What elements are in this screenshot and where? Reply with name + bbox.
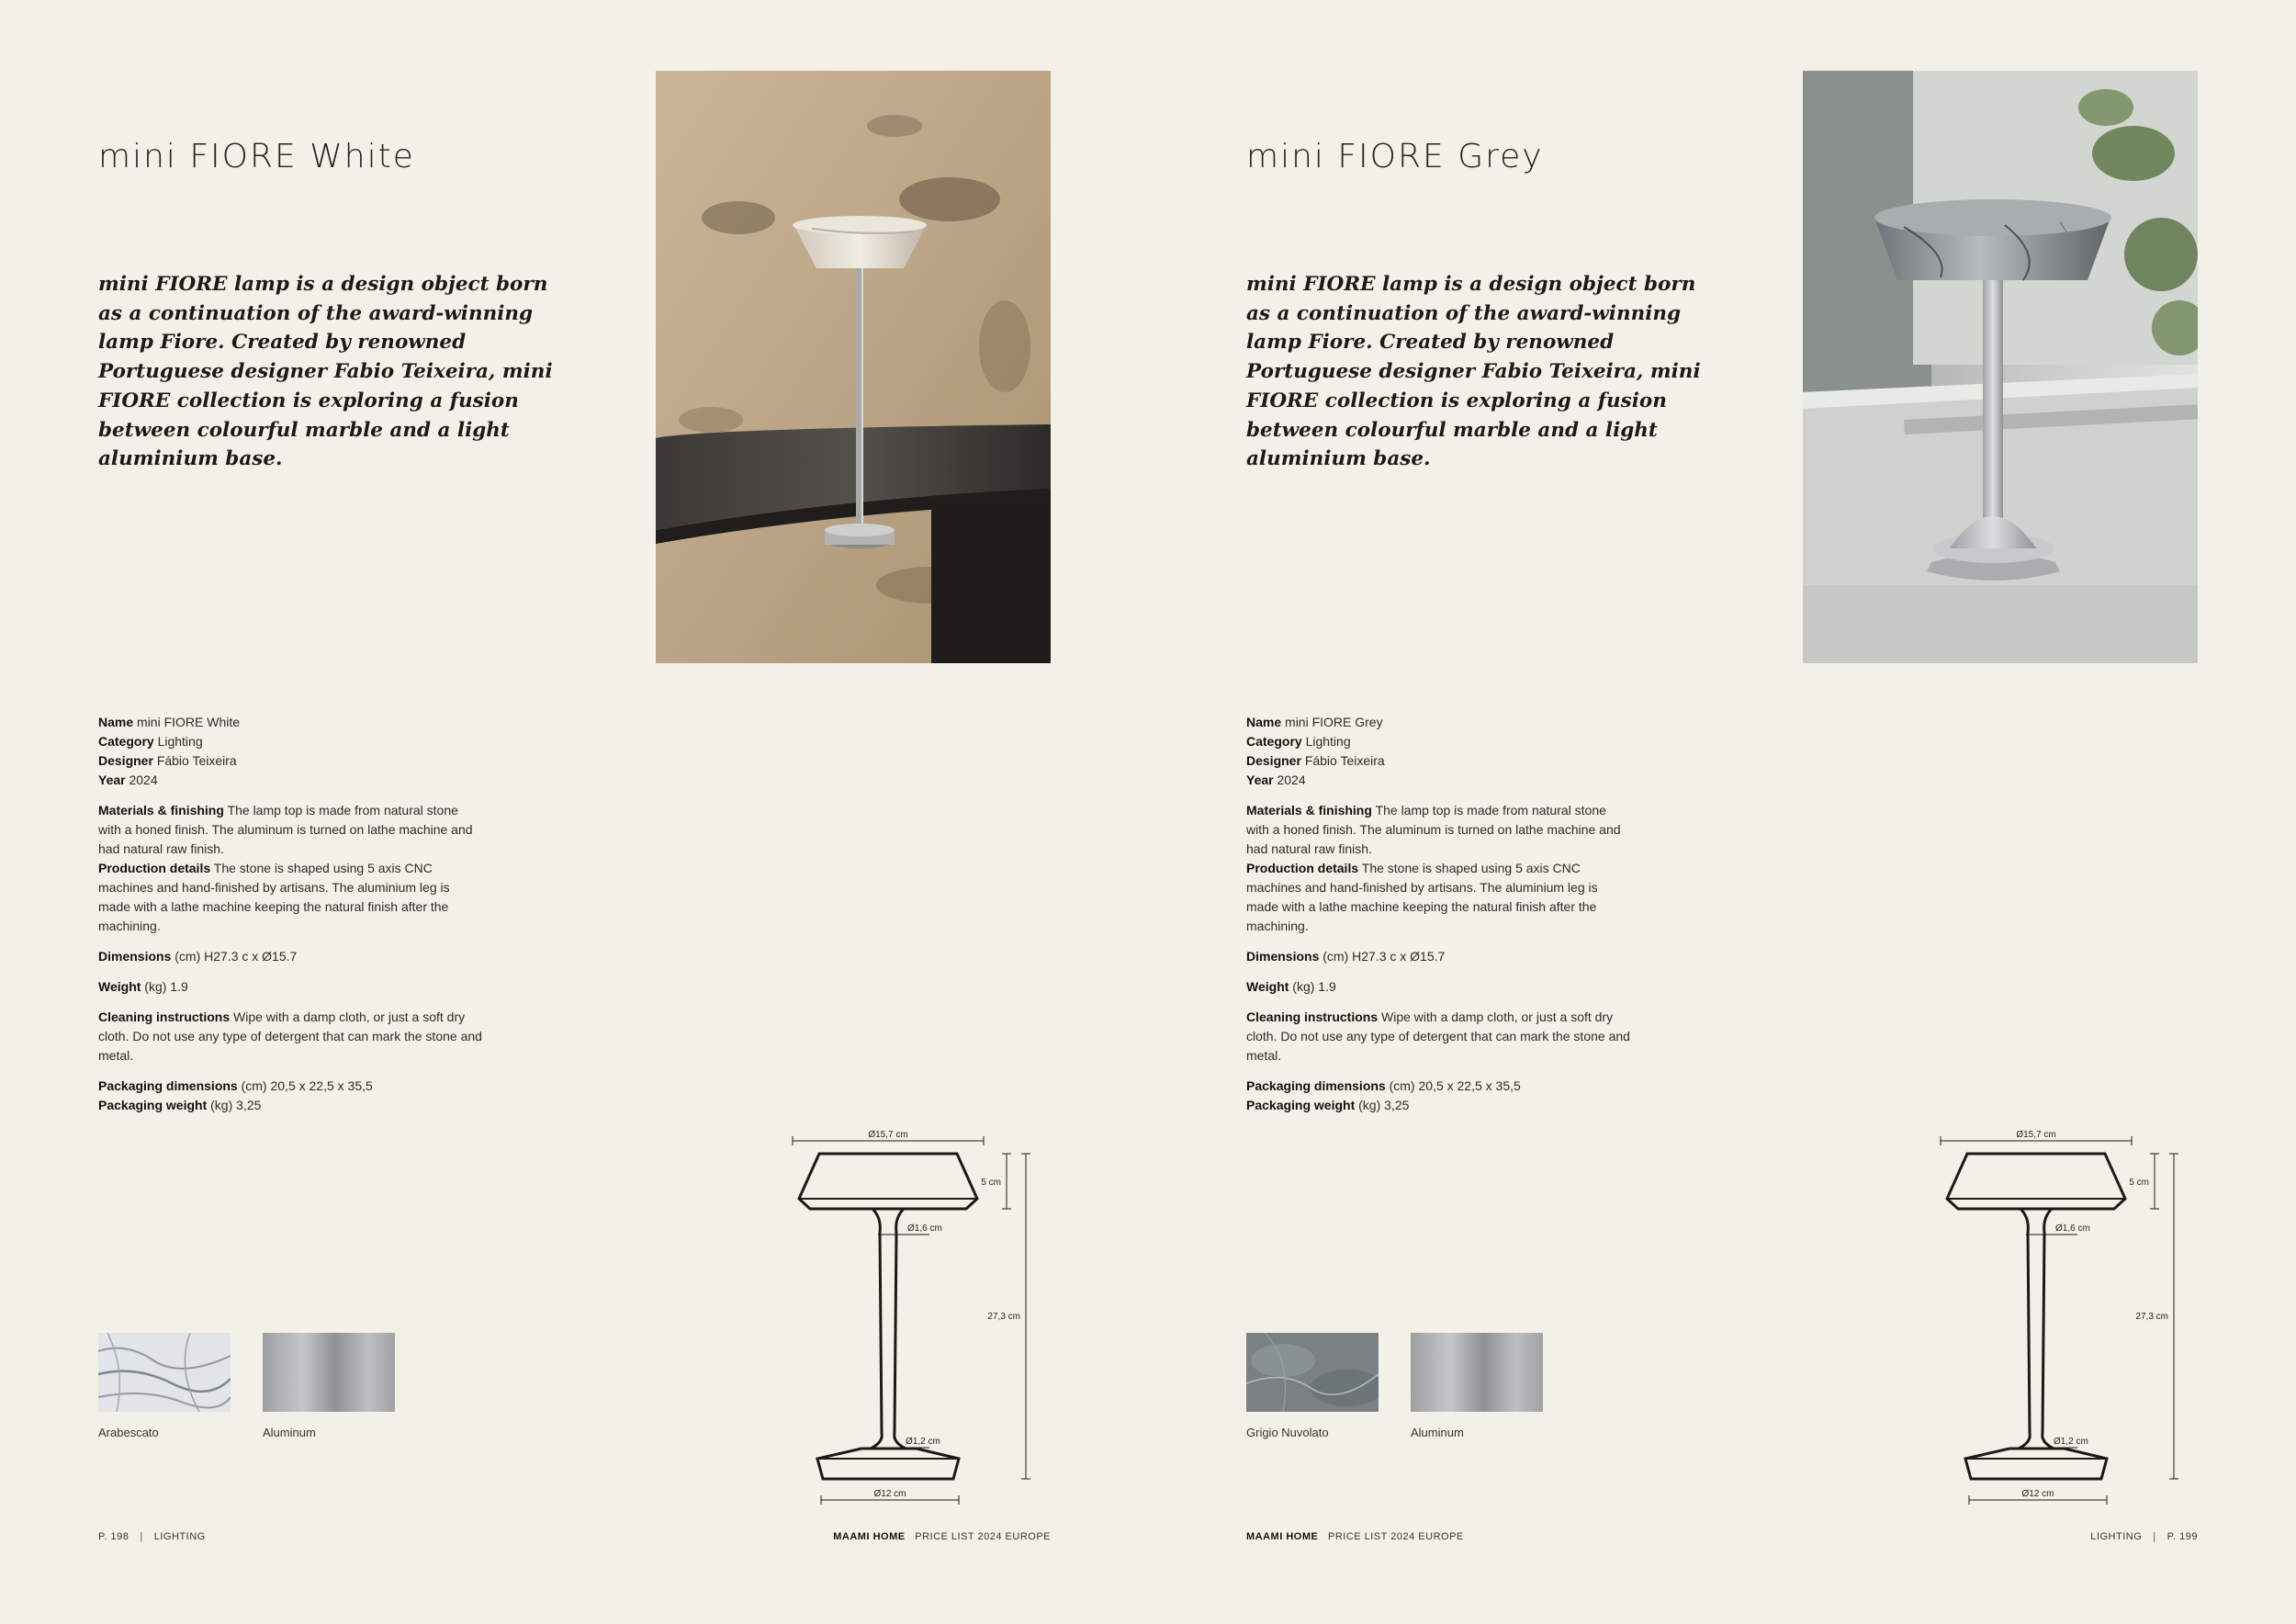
spec-value: The lamp top is made from natural stone with a honed finish. The aluminum is turned on lathe machine and had natural raw finish. bbox=[1246, 803, 1621, 856]
spec-label: Production details bbox=[98, 861, 211, 875]
brand-name: MAAMI HOME bbox=[833, 1531, 906, 1542]
spec-label: Weight bbox=[98, 979, 141, 994]
page-number: P. 199 bbox=[2167, 1531, 2198, 1542]
product-title: mini FIORE Grey bbox=[1246, 138, 1544, 175]
stem-outline bbox=[2019, 1209, 2054, 1449]
swatch-label: Aluminum bbox=[1411, 1426, 1464, 1439]
spec-value: Lighting bbox=[1305, 734, 1351, 749]
spec-label: Weight bbox=[1246, 979, 1289, 994]
grigio-nuvolato-marble-chip bbox=[1246, 1333, 1379, 1412]
footer-right: LIGHTING | P. 199 bbox=[2090, 1531, 2198, 1542]
product-intro: mini FIORE lamp is a design object born as a continuation of the award-winning lamp Fiore. Created by renowned Portuguese designer Fabio Teixeira, mini FIORE collection is exploring a fusion between colourful marble and a light aluminium base. bbox=[1246, 273, 1701, 471]
spec-value: (cm) H27.3 c x Ø15.7 bbox=[1322, 949, 1446, 964]
spec-label: Year bbox=[1246, 773, 1274, 787]
dim-base-diameter: Ø12 cm bbox=[873, 1489, 906, 1499]
spec-value: The stone is shaped using 5 axis CNC machines and hand-finished by artisans. The aluminium leg is made with a lathe machine keeping the natural finish after the machining. bbox=[1246, 861, 1598, 933]
spec-label: Packaging dimensions bbox=[1246, 1078, 1386, 1093]
spec-value: (kg) 3,25 bbox=[1358, 1098, 1410, 1112]
footer-left bbox=[1246, 1531, 1464, 1542]
specifications bbox=[98, 713, 484, 1115]
dim-stem-bottom: Ø1,2 cm bbox=[2054, 1437, 2088, 1447]
dim-stem-top: Ø1,6 cm bbox=[907, 1224, 942, 1234]
shade-outline bbox=[1947, 1154, 2125, 1209]
technical-drawing bbox=[1930, 1122, 2224, 1508]
spec-value: (kg) 3,25 bbox=[210, 1098, 262, 1112]
brand-name: MAAMI HOME bbox=[1246, 1531, 1319, 1542]
spec-label: Designer bbox=[98, 753, 153, 768]
spec-value: Wipe with a damp cloth, or just a soft dry cloth. Do not use any type of detergent that can mark the stone and metal. bbox=[1246, 1009, 1630, 1063]
material-swatches bbox=[98, 1333, 395, 1439]
spec-label: Packaging weight bbox=[98, 1098, 208, 1112]
spec-value: (cm) 20,5 x 22,5 x 35,5 bbox=[241, 1078, 373, 1093]
spec-label: Category bbox=[1246, 734, 1302, 749]
spec-label: Packaging weight bbox=[1246, 1098, 1356, 1112]
spec-label: Year bbox=[98, 773, 126, 787]
dim-base-diameter: Ø12 cm bbox=[2021, 1489, 2054, 1499]
spec-value: Fábio Teixeira bbox=[156, 753, 237, 768]
footer-right bbox=[833, 1531, 1051, 1542]
spec-label: Materials & finishing bbox=[1246, 803, 1372, 818]
lamp-photo-grey bbox=[1803, 71, 2198, 663]
stem-outline bbox=[871, 1209, 906, 1449]
dim-total-height: 27,3 cm bbox=[987, 1312, 1020, 1322]
dim-shade-height: 5 cm bbox=[981, 1178, 1001, 1188]
spec-label: Dimensions bbox=[98, 949, 172, 964]
swatch-label: Grigio Nuvolato bbox=[1246, 1426, 1329, 1439]
spec-value: Wipe with a damp cloth, or just a soft dry cloth. Do not use any type of detergent that can mark the stone and metal. bbox=[98, 1009, 482, 1063]
arabescato-marble-chip bbox=[98, 1333, 231, 1412]
spec-label: Packaging dimensions bbox=[98, 1078, 238, 1093]
dim-stem-bottom: Ø1,2 cm bbox=[906, 1437, 940, 1447]
spec-label: Designer bbox=[1246, 753, 1301, 768]
spec-value: 2024 bbox=[129, 773, 158, 787]
spec-label: Production details bbox=[1246, 861, 1359, 875]
spec-value: Fábio Teixeira bbox=[1304, 753, 1385, 768]
section-name: LIGHTING bbox=[153, 1531, 206, 1542]
spec-value: (kg) 1.9 bbox=[1292, 979, 1336, 994]
material-swatches bbox=[1246, 1333, 1543, 1439]
price-list-label: PRICE LIST 2024 EUROPE bbox=[1328, 1531, 1464, 1542]
base-outline bbox=[817, 1449, 959, 1479]
spec-value: (cm) 20,5 x 22,5 x 35,5 bbox=[1389, 1078, 1521, 1093]
spec-label: Category bbox=[98, 734, 154, 749]
aluminum-chip bbox=[263, 1333, 395, 1412]
section-name: LIGHTING bbox=[2090, 1531, 2143, 1542]
spec-value: The lamp top is made from natural stone with a honed finish. The aluminum is turned on lathe machine and had natural raw finish. bbox=[98, 803, 473, 856]
product-photo-grey bbox=[1803, 71, 2198, 663]
footer-left: P. 198 | LIGHTING bbox=[98, 1531, 206, 1542]
spec-label: Name bbox=[98, 715, 134, 729]
product-intro: mini FIORE lamp is a design object born as a continuation of the award-winning lamp Fiore. Created by renowned Portuguese designer Fabio Teixeira, mini FIORE collection is exploring a fusion between colourful marble and a light aluminium base. bbox=[98, 273, 553, 471]
product-photo-white bbox=[656, 71, 1051, 663]
aluminum-chip bbox=[1411, 1333, 1543, 1412]
dim-stem-top: Ø1,6 cm bbox=[2055, 1224, 2090, 1234]
swatch-label: Aluminum bbox=[263, 1426, 316, 1439]
spec-label: Materials & finishing bbox=[98, 803, 224, 818]
right-page bbox=[1148, 0, 2296, 1624]
spec-value: (kg) 1.9 bbox=[144, 979, 188, 994]
spec-value: mini FIORE Grey bbox=[1285, 715, 1383, 729]
swatch-aluminum bbox=[1411, 1333, 1543, 1439]
spec-label: Cleaning instructions bbox=[1246, 1009, 1379, 1024]
base-outline bbox=[1965, 1449, 2107, 1479]
spec-value: Lighting bbox=[157, 734, 203, 749]
shade-outline bbox=[799, 1154, 977, 1209]
swatch-label: Arabescato bbox=[98, 1426, 159, 1439]
dim-shade-diameter: Ø15,7 cm bbox=[2016, 1130, 2056, 1140]
swatch-grigio-nuvolato bbox=[1246, 1333, 1379, 1439]
spec-value: 2024 bbox=[1277, 773, 1306, 787]
specifications bbox=[1246, 713, 1632, 1115]
spec-label: Dimensions bbox=[1246, 949, 1320, 964]
dim-total-height: 27,3 cm bbox=[2135, 1312, 2168, 1322]
dim-shade-height: 5 cm bbox=[2129, 1178, 2149, 1188]
lamp-photo-white bbox=[656, 71, 1051, 663]
technical-drawing bbox=[782, 1122, 1076, 1508]
spec-label: Cleaning instructions bbox=[98, 1009, 231, 1024]
swatch-arabescato bbox=[98, 1333, 231, 1439]
spec-value: (cm) H27.3 c x Ø15.7 bbox=[174, 949, 298, 964]
spec-label: Name bbox=[1246, 715, 1282, 729]
spec-value: The stone is shaped using 5 axis CNC machines and hand-finished by artisans. The aluminium leg is made with a lathe machine keeping the natural finish after the machining. bbox=[98, 861, 450, 933]
price-list-label: PRICE LIST 2024 EUROPE bbox=[915, 1531, 1051, 1542]
page-number: P. 198 bbox=[98, 1531, 129, 1542]
dim-shade-diameter: Ø15,7 cm bbox=[868, 1130, 908, 1140]
swatch-aluminum bbox=[263, 1333, 395, 1439]
spec-value: mini FIORE White bbox=[137, 715, 241, 729]
product-title: mini FIORE White bbox=[98, 138, 415, 175]
